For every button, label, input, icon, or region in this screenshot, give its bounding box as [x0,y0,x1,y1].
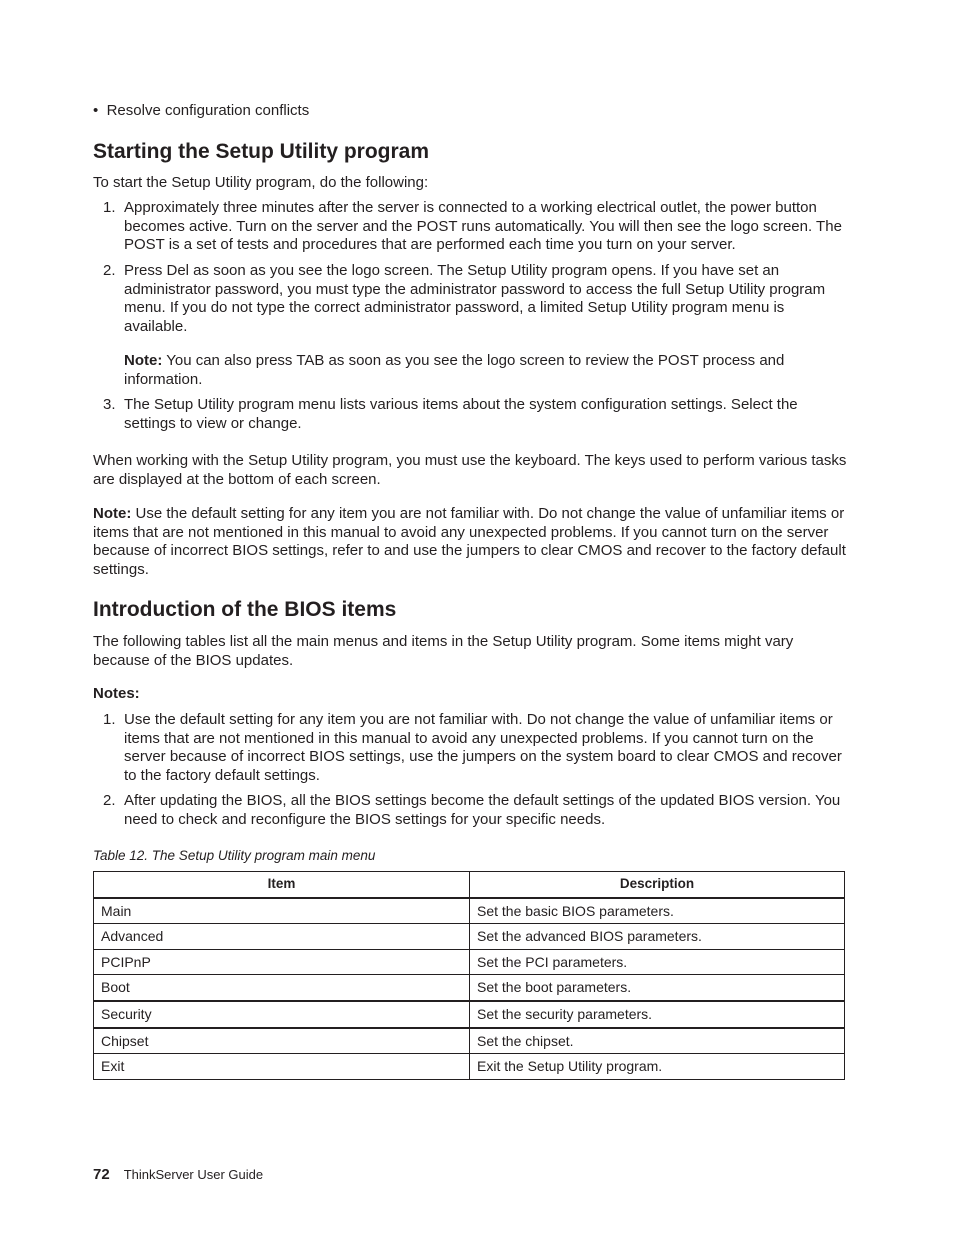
intro-text: To start the Setup Utility program, do the following: [93,174,429,191]
step-text: The Setup Utility program menu lists various items about the system configuration settings. Select the settings to view or change. [124,396,798,432]
description-cell: Set the advanced BIOS parameters. [470,924,845,950]
note-2: 2. After updating the BIOS, all the BIOS settings become the default settings of the updated BIOS version. You need to check and reconfigure the BIOS settings for your specific needs. [103,792,841,828]
note-paragraph [93,505,848,580]
item-cell: Exit [94,1054,470,1080]
section-heading: Introduction of the BIOS items [93,598,397,621]
header-item: Item [94,872,470,898]
description-cell: Set the basic BIOS parameters. [470,898,845,924]
footer-title: ThinkServer User Guide [123,1167,264,1182]
note-text: Use the default setting for any item you are not familiar with. Do not change the value of unfamiliar items or items that are not mentioned in this manual to avoid any unexpected problems. If you cannot turn on the server because of incorrect BIOS settings, refer to and use the jumpers to clear CMOS and recover to the factory default settings. [93,505,846,579]
intro-text: The following tables list all the main menus and items in the Setup Utility program. Some items might vary because of the BIOS updates. [93,633,794,669]
page-number: 72 [93,1166,110,1183]
step-1: 1. Approximately three minutes after the server is connected to a working electrical outlet, the power button becomes active. Turn on the server and the POST runs automatically. You will then see the logo screen. The POST is a set of tests and procedures that are performed each time you turn on your server. [103,199,842,254]
header-description: Description [470,872,845,898]
bios-menu-table [93,871,845,1080]
keyboard-paragraph: When working with the Setup Utility program, you must use the keyboard. The keys used to perform various tasks are displayed at the bottom of each screen. [93,452,847,488]
table-header-row [94,872,845,898]
note-text: Use the default setting for any item you are not familiar with. Do not change the value of unfamiliar items or items that are not mentioned in this manual to avoid any unexpected problems. If you cannot turn on the server because of incorrect BIOS settings, use the jumpers on the system board to clear CMOS and recover to the factory default settings. [124,711,842,785]
step-2-note [124,352,848,389]
description-cell: Set the chipset. [470,1028,845,1054]
note-text: You can also press TAB as soon as you see the logo screen to review the POST process and information. [124,352,785,388]
step-text: Approximately three minutes after the server is connected to a working electrical outlet, the power button becomes active. Turn on the server and the POST runs automatically. You will then see the logo screen. The POST is a set of tests and procedures that are performed each time you turn on your server. [124,199,842,254]
table-row [94,1028,845,1054]
bullet-text: Resolve configuration conflicts [106,102,310,119]
table-row [94,924,845,950]
section-heading: Starting the Setup Utility program [93,140,430,163]
page-footer [93,1166,263,1185]
table-row [94,1054,845,1080]
description-cell: Exit the Setup Utility program. [470,1054,845,1080]
table-caption: Table 12. The Setup Utility program main menu [93,848,376,863]
table-row [94,975,845,1001]
description-cell: Set the boot parameters. [470,975,845,1001]
note-text: After updating the BIOS, all the BIOS settings become the default settings of the updated BIOS version. You need to check and reconfigure the BIOS settings for your specific needs. [124,792,841,828]
item-cell: Chipset [94,1028,470,1054]
table-row [94,1001,845,1028]
step-2: 2. Press Del as soon as you see the logo screen. The Setup Utility program opens. If you have set an administrator password, you must type the administrator password to access the full Setup Utility program menu. If you do not type the correct administrator password, a limited Setup Utility program menu is available. [103,262,826,336]
item-cell: Boot [94,975,470,1001]
step-3: 3. The Setup Utility program menu lists various items about the system configuration settings. Select the settings to view or change. [103,396,798,432]
table-row [94,949,845,975]
notes-label-text: Notes: [93,685,140,702]
table-row [94,898,845,924]
note-label: Note: [93,505,132,522]
item-cell: PCIPnP [94,949,470,975]
description-cell: Set the PCI parameters. [470,949,845,975]
step-text: Press Del as soon as you see the logo screen. The Setup Utility program opens. If you have set an administrator password, you must type the administrator password to access the full Setup Utility program menu. If you do not type the correct administrator password, a limited Setup Utility program menu is available. [124,262,826,336]
notes-label [93,685,848,704]
item-cell: Security [94,1001,470,1028]
note-label: Note: [124,352,163,369]
item-cell: Advanced [94,924,470,950]
item-cell: Main [94,898,470,924]
note-1: 1. Use the default setting for any item you are not familiar with. Do not change the value of unfamiliar items or items that are not mentioned in this manual to avoid any unexpected problems. If you cannot turn on the server because of incorrect BIOS settings, use the jumpers on the system board to clear CMOS and recover to the factory default settings. [103,711,842,785]
bullet-item: • Resolve configuration conflicts [93,102,310,119]
description-cell: Set the security parameters. [470,1001,845,1028]
